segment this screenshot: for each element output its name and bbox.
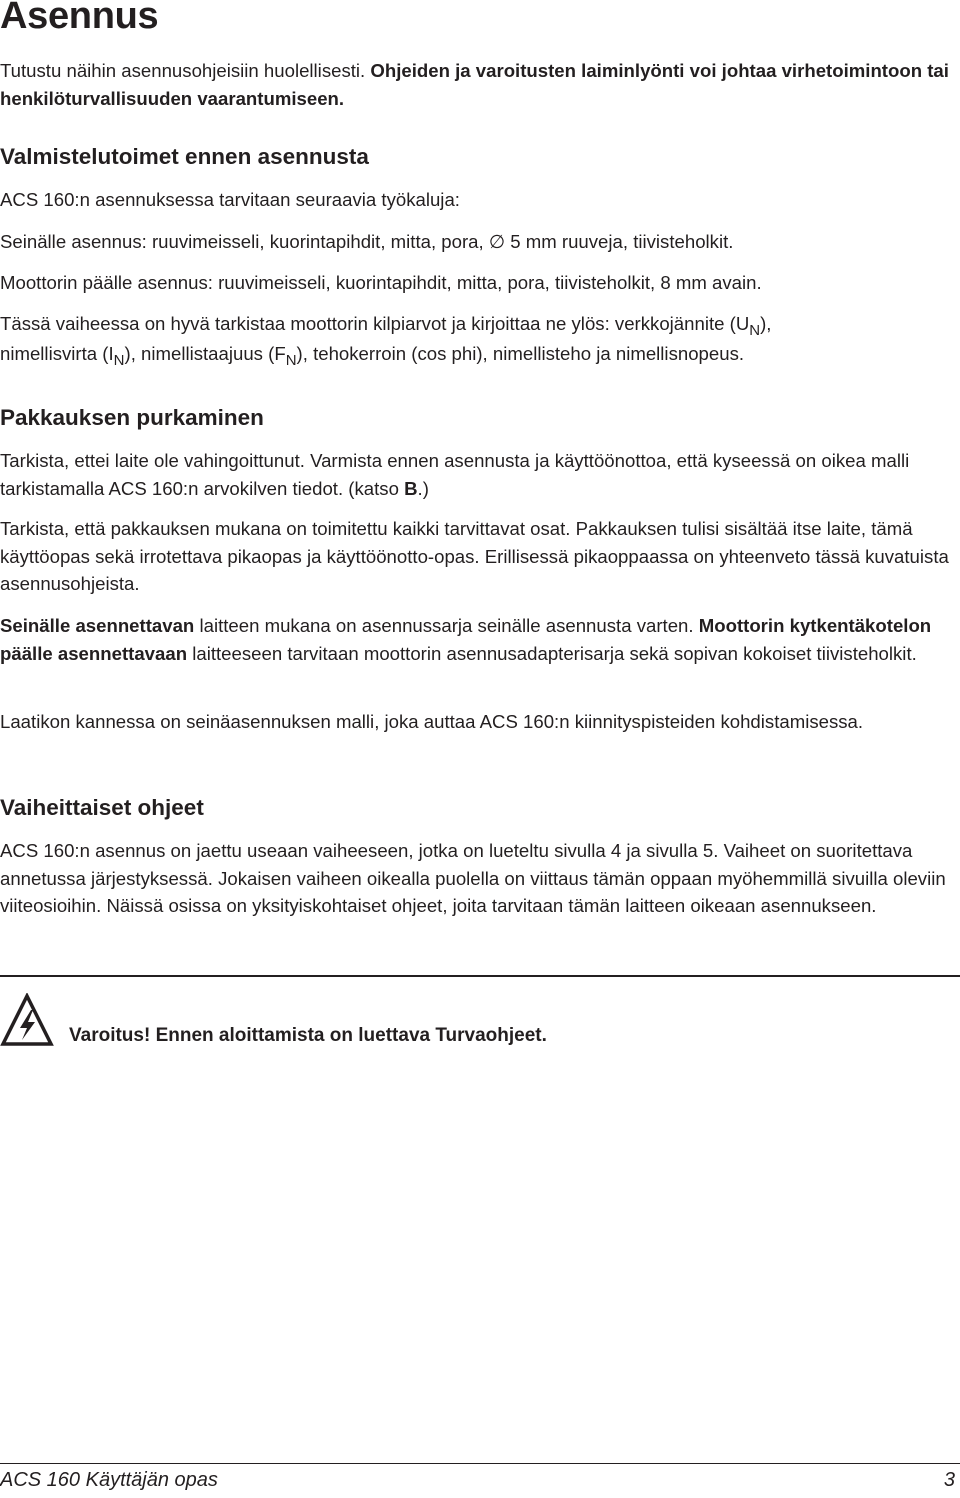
steps-heading: Vaiheittaiset ohjeet	[0, 795, 204, 820]
subscript-n: N	[285, 351, 297, 369]
nameplate-part-5: ), tehokerroin (cos phi), nimellisteho ja nimellisnopeus.	[296, 342, 745, 364]
electrical-hazard-warning-icon	[0, 993, 54, 1049]
prep-motor-tools: Moottorin päälle asennus: ruuvimeisseli, kuorintapihdit, mitta, pora, tiivisteholkit, 8 mm avain.	[0, 272, 762, 293]
page-title: Asennus	[0, 0, 159, 37]
diameter-icon: ∅	[488, 232, 506, 253]
intro-bold: Ohjeiden ja varoitusten laiminlyönti voi johtaa virhetoimintoon tai henkilöturvallisuuden vaarantumiseen.	[0, 60, 949, 109]
nameplate-part-1: Tässä vaiheessa on hyvä tarkistaa moottorin kilpiarvot ja kirjoittaa ne ylös: verkkojännite (U	[0, 313, 750, 334]
warning-top-rule	[0, 975, 960, 977]
unpack-paragraph-4: Laatikon kannessa on seinäasennuksen malli, joka auttaa ACS 160:n kiinnityspisteiden kohdistamisessa.	[0, 711, 864, 732]
unpack-paragraph-3	[0, 612, 958, 667]
unpack-p1-b: .)	[417, 477, 429, 499]
unpack-p3-b: laitteeseen tarvitaan moottorin asennusadapterisarja sekä sopivan kokoiset tiivisteholkit.	[192, 642, 917, 664]
wall-tools-a: Seinälle asennus: ruuvimeisseli, kuorintapihdit, mitta, pora,	[0, 231, 484, 252]
nameplate-part-2: ),	[760, 313, 772, 334]
footer-page-number: 3	[943, 1469, 955, 1491]
unpack-p1-bold: B	[404, 477, 418, 499]
unpack-p3-bold-2: Moottorin kytkentäkotelon päälle asennettavaan	[0, 615, 932, 664]
warning-text: Varoitus! Ennen aloittamista on luettava Turvaohjeet.	[69, 1025, 547, 1046]
prep-nameplate	[0, 310, 958, 369]
intro-paragraph	[0, 57, 958, 112]
prep-heading: Valmistelutoimet ennen asennusta	[0, 144, 369, 169]
footer-rule	[0, 1463, 960, 1464]
steps-paragraph: ACS 160:n asennus on jaettu useaan vaiheeseen, jotka on lueteltu sivulla 4 ja sivulla 5. Vaiheet on suoritettava annetussa järjestyksessä. Jokaisen vaiheen oikealla puolella on viittaus tämän oppaan myöhemmillä sivuilla oleviin viiteosioihin. Näissä osissa on yksityiskohtaiset ohjeet, joita tarvitaan tämän laitteen oikeaan asennukseen.	[0, 840, 946, 916]
wall-tools-b: 5 mm ruuveja, tiivisteholkit.	[510, 231, 734, 252]
unpack-p3-a: laitteen mukana on asennussarja seinälle asennusta varten.	[199, 615, 694, 636]
unpack-paragraph-1	[0, 447, 958, 502]
prep-tools-intro: ACS 160:n asennuksessa tarvitaan seuraavia työkaluja:	[0, 189, 460, 210]
footer-manual-title: ACS 160 Käyttäjän opas	[0, 1469, 218, 1491]
unpack-paragraph-2: Tarkista, että pakkauksen mukana on toimitettu kaikki tarvittavat osat. Pakkauksen tulisi sisältää itse laite, tämä käyttöopas sekä irrotettava pikaopas ja käyttöönotto-opas. Erillisessä pikaoppaassa on yhteenveto tässä kuvatuista asennusohjeista.	[0, 518, 949, 594]
nameplate-part-3: nimellisvirta (I	[0, 342, 114, 364]
unpack-p3-bold-1: Seinälle asennettavan	[0, 615, 195, 636]
subscript-n: N	[113, 351, 125, 369]
nameplate-part-4: ), nimellistaajuus (F	[124, 342, 286, 364]
unpack-p1-a: Tarkista, ettei laite ole vahingoittunut. Varmista ennen asennusta ja käyttöönottoa, että kyseessä on oikea malli tarkistamalla ACS 160:n arvokilven tiedot. (katso	[0, 450, 910, 499]
prep-wall-tools	[0, 228, 958, 257]
unpack-heading: Pakkauksen purkaminen	[0, 405, 264, 430]
subscript-n: N	[749, 322, 761, 339]
intro-plain: Tutustu näihin asennusohjeisiin huolellisesti.	[0, 60, 366, 81]
